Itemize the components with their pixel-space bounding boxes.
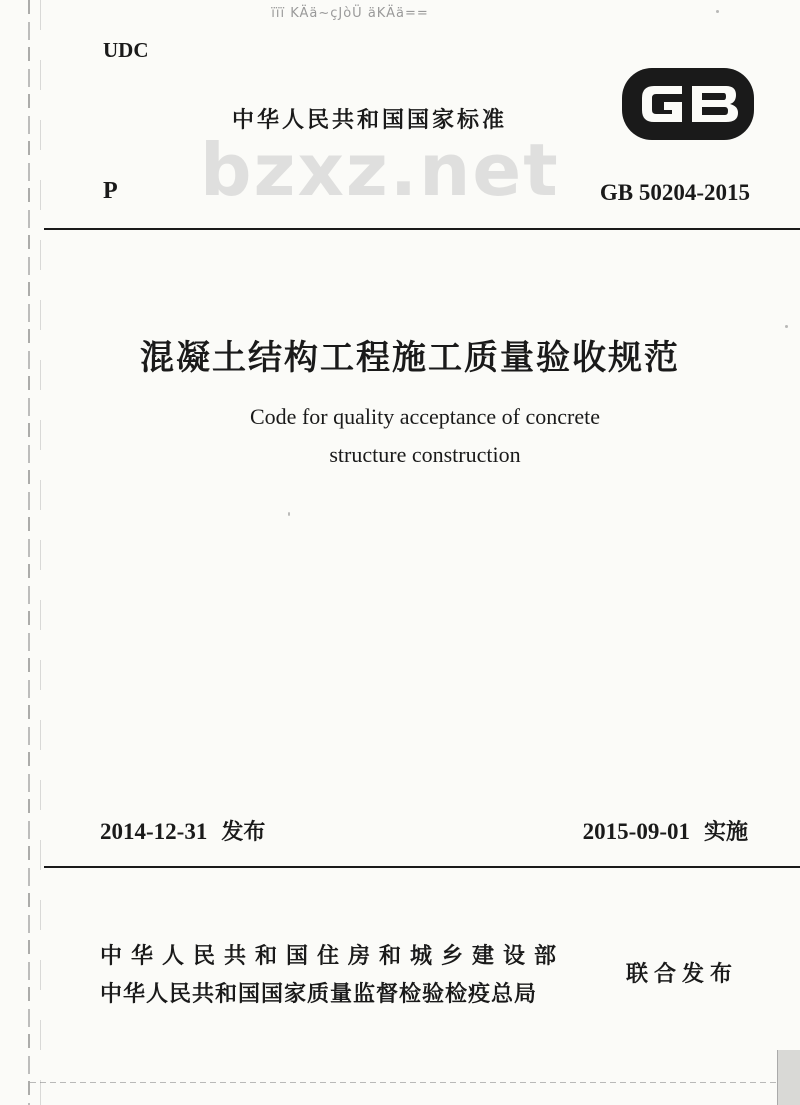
- standard-type-label: 中华人民共和国国家标准: [232, 108, 508, 133]
- scan-speck: [288, 512, 290, 516]
- title-english-line1: Code for quality acceptance of concrete: [250, 404, 600, 429]
- gb-logo-icon: [620, 66, 756, 142]
- issue-date: 2014-12-31: [100, 819, 208, 844]
- scan-edge-bottom: [30, 1082, 790, 1083]
- udc-label: UDC: [103, 38, 149, 62]
- implement-date: 2015-09-01: [582, 819, 690, 844]
- watermark: bzxz.net: [200, 128, 560, 212]
- joint-issue-label: 联合发布: [626, 962, 739, 987]
- title-english-line2: structure construction: [329, 442, 521, 467]
- scan-speck: [716, 10, 719, 13]
- scan-mark: ïïï KÄä~çJòÜ äKÄä==: [271, 6, 429, 21]
- scan-speck: [785, 325, 788, 328]
- implement-date-block: [583, 815, 748, 846]
- standard-number: GB 50204-2015: [599, 180, 750, 205]
- title-chinese: 混凝土结构工程施工质量验收规范: [140, 338, 680, 378]
- scan-edge-inner: [40, 0, 41, 1105]
- scan-edge-left: [28, 0, 30, 1105]
- publisher-line2: 中华人民共和国国家质量监督检验检疫总局: [100, 982, 538, 1007]
- implement-label: 实施: [703, 820, 748, 845]
- title-english: [0, 398, 800, 474]
- classification-code: P: [103, 178, 118, 204]
- publishers: [100, 938, 565, 1014]
- divider-bottom: [44, 866, 800, 868]
- publisher-line1: 中华人民共和国住房和城乡建设部: [100, 944, 566, 969]
- divider-top: [44, 228, 800, 230]
- issue-label: 发布: [221, 820, 266, 845]
- scan-corner: [777, 1050, 800, 1105]
- issue-date-block: [100, 815, 265, 846]
